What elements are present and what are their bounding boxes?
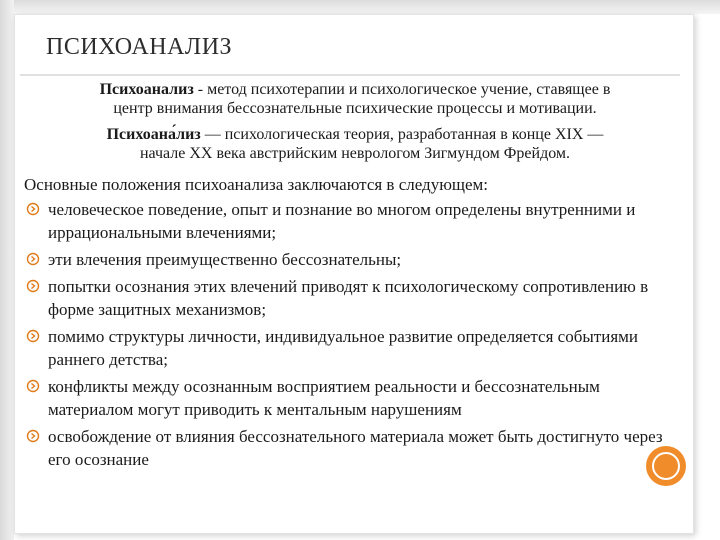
circle-arrow-bullet-icon [26, 379, 40, 393]
decorative-circle-ring [652, 452, 680, 480]
list-item-text: попытки осознания этих влечений приводят к психологическому сопротивлению в форме защитных механизмов; [48, 277, 649, 319]
bullet-list [24, 198, 674, 475]
definition-2-line-1 [30, 125, 680, 144]
list-item [24, 375, 674, 421]
title-divider [20, 74, 680, 76]
slide-frame-top [14, 0, 720, 14]
definition-2-line-2: начале XX века австрийским неврологом Зигмундом Фрейдом. [139, 145, 571, 162]
list-item-text: человеческое поведение, опыт и познание во многом определены внутренними и иррациональными влечениями; [48, 200, 636, 242]
list-item [24, 275, 674, 321]
intro-text: Основные положения психоанализа заключаются в следующем: [24, 175, 489, 194]
list-item-text: эти влечения преимущественно бессознательны; [48, 250, 402, 269]
list-item-text: помимо структуры личности, индивидуальное развитие определяется событиями раннего детства; [48, 327, 638, 369]
definition-1-line-2: центр внимания бессознательные психические процессы и мотивации. [113, 100, 597, 117]
circle-arrow-bullet-icon [26, 252, 40, 266]
definition-2-text: — психологическая теория, разработанная в конце XIX — [200, 126, 604, 143]
circle-arrow-bullet-icon [26, 202, 40, 216]
list-item-text: конфликты между осознанным восприятием реальности и бессознательным материалом могут приводить к ментальным нарушениям [48, 377, 600, 419]
definition-2-term: Психоана́лиз [106, 126, 201, 143]
list-item-text: освобождение от влияния бессознательного материала может быть достигнуто через его осознание [48, 427, 663, 469]
definition-1-term: Психоанализ [99, 81, 194, 98]
list-item [24, 248, 674, 271]
definition-2 [30, 125, 680, 163]
slide-title: ПСИХОАНАЛИЗ [46, 34, 233, 60]
list-item [24, 325, 674, 371]
circle-arrow-bullet-icon [26, 329, 40, 343]
list-item [24, 198, 674, 244]
list-item [24, 425, 674, 471]
definition-1 [30, 80, 680, 118]
definition-1-line-1 [30, 80, 680, 99]
circle-arrow-bullet-icon [26, 279, 40, 293]
slide-frame-left [0, 0, 14, 540]
circle-arrow-bullet-icon [26, 429, 40, 443]
definition-1-text: - метод психотерапии и психологическое учение, ставящее в [193, 81, 611, 98]
